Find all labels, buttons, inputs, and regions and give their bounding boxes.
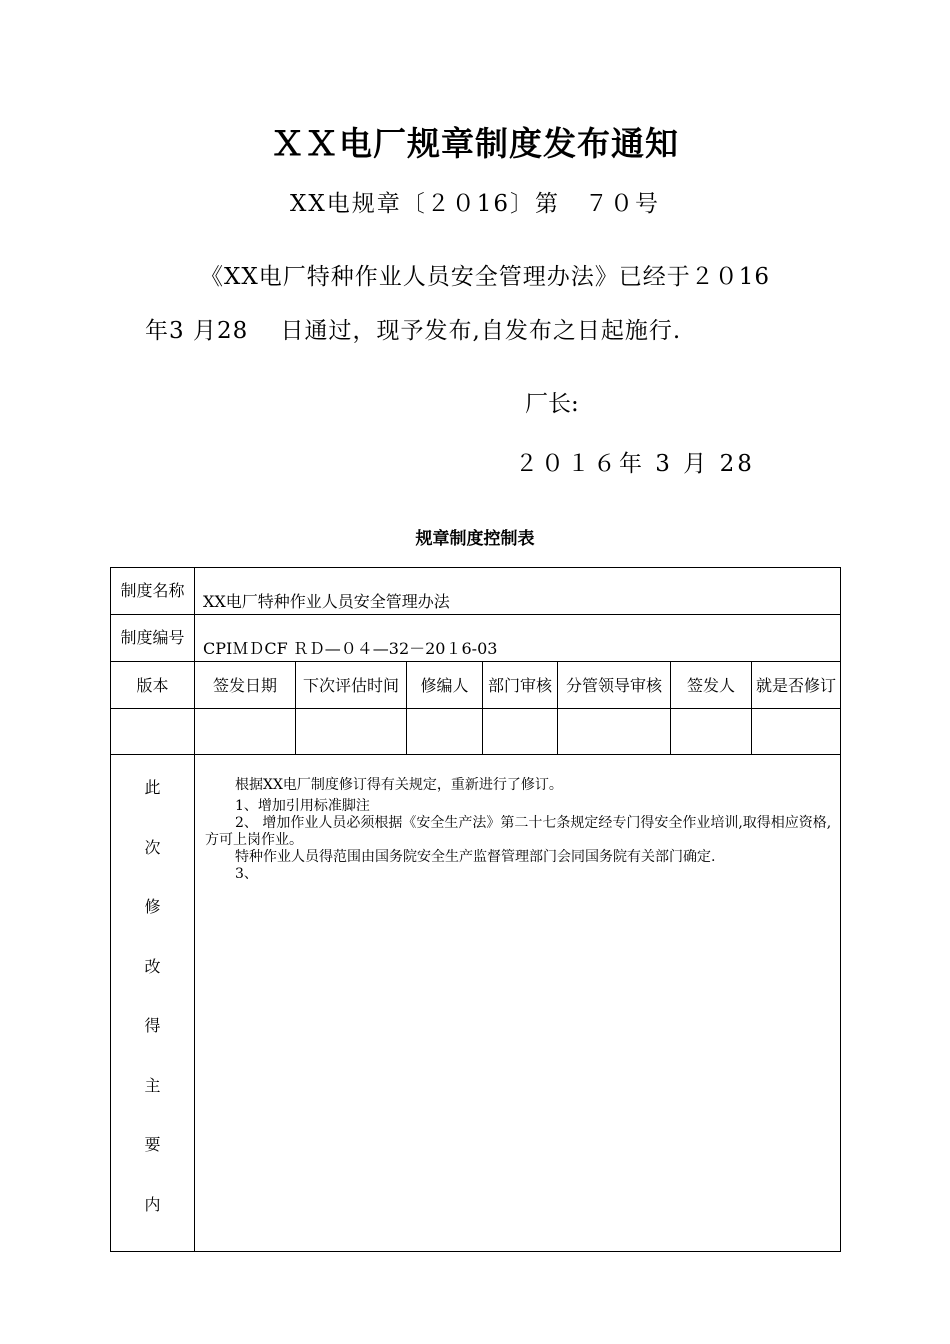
name-value: XX电厂特种作业人员安全管理办法 bbox=[195, 568, 841, 615]
revision-line: 2、 增加作业人员必须根据《安全生产法》第二十七条规定经专门得安全作业培训,取得相应资格,方可上岗作业。 bbox=[205, 815, 832, 848]
header-cell: 分管领导审核 bbox=[558, 662, 671, 709]
notice-body-line-2: 年3 月28 日通过，现予发布,自发布之日起施行. bbox=[145, 318, 682, 344]
revision-label-char: 主 bbox=[144, 1075, 161, 1095]
header-cell: 修编人 bbox=[407, 662, 483, 709]
name-row bbox=[111, 568, 841, 615]
table-cell bbox=[752, 709, 841, 755]
revision-line: 1、增加引用标准脚注 bbox=[235, 798, 370, 814]
table-cell bbox=[111, 709, 195, 755]
revision-line: 根据XX电厂制度修订得有关规定，重新进行了修订。 bbox=[235, 777, 563, 793]
signature-date: ２０１６年 3 月 28 bbox=[515, 451, 755, 477]
revision-label-char: 次 bbox=[144, 837, 161, 857]
revision-row bbox=[111, 755, 841, 1252]
header-cell: 签发人 bbox=[671, 662, 752, 709]
header-cell: 版本 bbox=[111, 662, 195, 709]
document-number: XX电规章〔２０16〕第 ７０号 bbox=[289, 191, 660, 217]
revision-label bbox=[111, 755, 195, 1252]
header-cell: 签发日期 bbox=[195, 662, 296, 709]
revision-label-char: 内 bbox=[144, 1194, 161, 1214]
code-value: CPIＭＤCF ＲＤ—０４—32－20１6-03 bbox=[195, 615, 841, 662]
table-cell bbox=[195, 709, 296, 755]
table-cell bbox=[296, 709, 407, 755]
header-cell: 部门审核 bbox=[483, 662, 558, 709]
header-row bbox=[111, 662, 841, 709]
table-cell bbox=[407, 709, 483, 755]
revision-label-char: 改 bbox=[144, 956, 161, 976]
revision-line: 3、 bbox=[235, 866, 258, 882]
revision-label-char: 此 bbox=[144, 778, 161, 797]
revision-content bbox=[195, 755, 841, 1252]
code-row bbox=[111, 615, 841, 662]
revision-label-char: 要 bbox=[144, 1135, 161, 1154]
table-cell bbox=[483, 709, 558, 755]
signature-label: 厂长: bbox=[525, 391, 579, 417]
header-cell: 下次评估时间 bbox=[296, 662, 407, 709]
control-table-title: 规章制度控制表 bbox=[415, 529, 535, 549]
header-cell: 就是否修订 bbox=[752, 662, 841, 709]
notice-title: ＸＸ电厂规章制度发布通知 bbox=[271, 124, 679, 163]
revision-label-char: 修 bbox=[144, 897, 161, 916]
table-cell bbox=[558, 709, 671, 755]
control-table bbox=[110, 567, 841, 1252]
notice-body-line-1: 《XX电厂特种作业人员安全管理办法》已经于２０16 bbox=[200, 264, 771, 290]
revision-label-char: 得 bbox=[144, 1016, 161, 1035]
empty-data-row bbox=[111, 709, 841, 755]
revision-line: 特种作业人员得范围由国务院安全生产监督管理部门会同国务院有关部门确定. bbox=[235, 849, 716, 865]
table-cell bbox=[671, 709, 752, 755]
name-label: 制度名称 bbox=[111, 568, 195, 615]
code-label: 制度编号 bbox=[111, 615, 195, 662]
